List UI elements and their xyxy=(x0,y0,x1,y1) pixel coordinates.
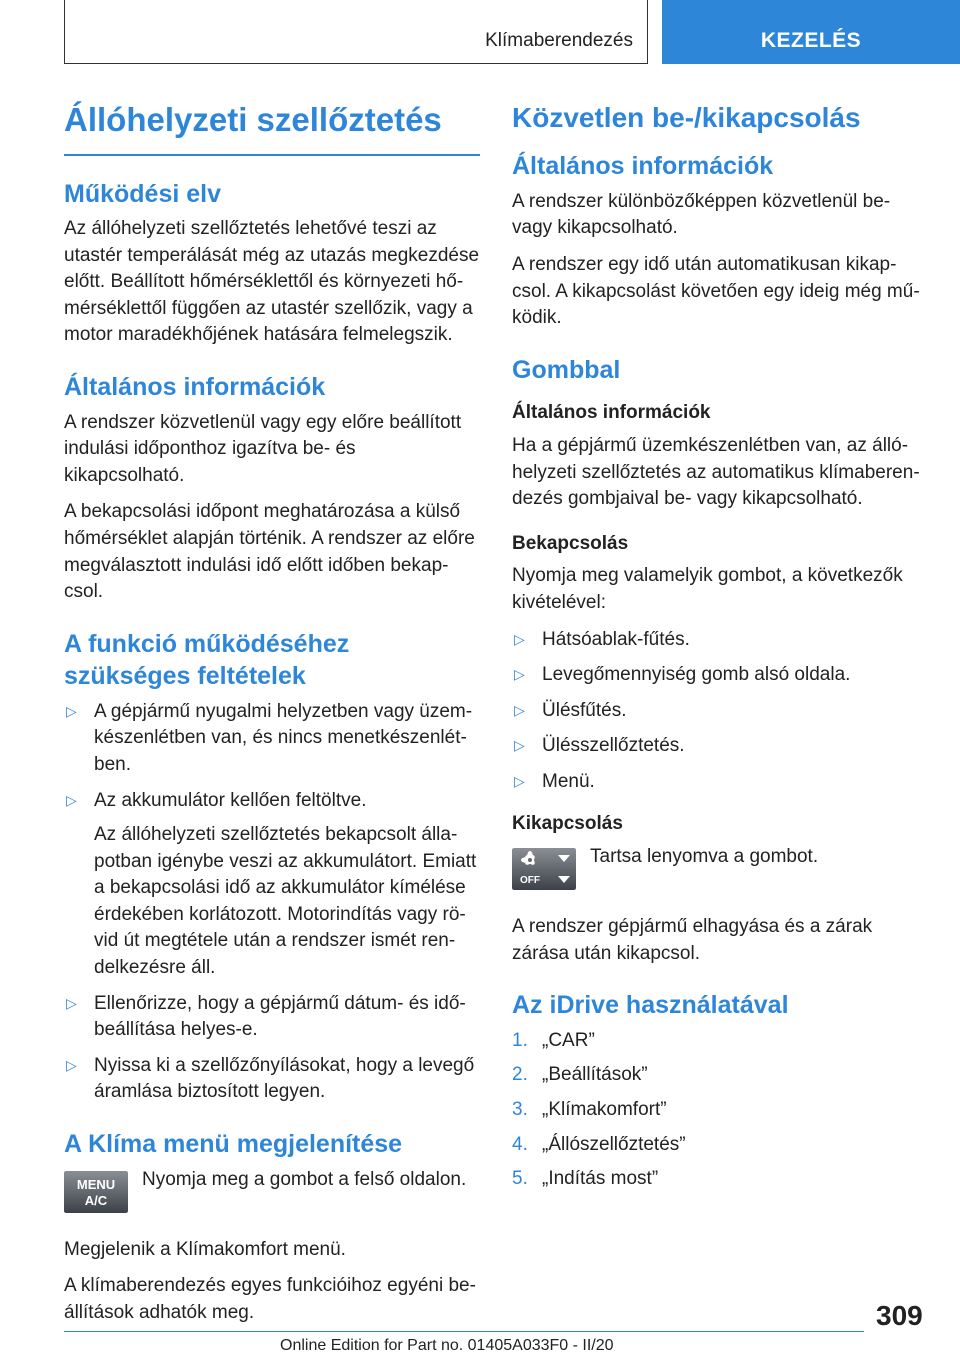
header-chapter-tab xyxy=(662,0,960,64)
header-frame xyxy=(64,0,648,64)
triangle-marker-icon: ▷ xyxy=(66,1056,77,1073)
title-rule xyxy=(64,154,480,156)
svg-text:A/C: A/C xyxy=(84,1192,108,1208)
paragraph: A bekapcsolási időpont meghatározása a külső hőmérséklet alapján történik. A rendszer az előre megválasztott indulási idő előtt időben bekapcsol. xyxy=(64,501,475,603)
menu-button-text: Nyomja meg a gombot a felső oldalon. xyxy=(142,1168,467,1190)
triangle-marker-icon: ▷ xyxy=(514,630,525,647)
paragraph: A rendszer gépjármű elhagyása és a zárak zárása után kikapcsol. xyxy=(512,916,873,964)
triangle-marker-icon: ▷ xyxy=(66,702,77,719)
paragraph: A klímaberendezés egyes funkcióihoz egyéni beállítások adhatók meg. xyxy=(64,1275,476,1323)
triangle-marker-icon: ▷ xyxy=(514,772,525,789)
paragraph: Megjelenik a Klímakomfort menü. xyxy=(64,1238,346,1260)
heading-gombbal: Gombbal xyxy=(512,355,621,384)
list-item: ▷ Nyissa ki a szellőzőnyílásokat, hogy a levegő áramlása biztosított legyen. xyxy=(66,1054,475,1103)
heading-altalanos-informaciok-2: Általános információk xyxy=(512,152,774,181)
subheading-kikapcsolas: Kikapcsolás xyxy=(512,813,623,835)
list-item: ▷ Hátsóablak-fűtés. xyxy=(514,628,690,650)
page-number: 309 xyxy=(876,1300,923,1331)
list-item: 2. „Beállítások” xyxy=(512,1064,648,1086)
right-column xyxy=(512,100,926,1201)
list-item: 5. „Indítás most” xyxy=(512,1168,659,1190)
list-item: ▷ Az akkumulátor kellően feltöltve. Az állóhelyzeti szellőztetés bekapcsolt állapotban igénybe veszi az akkumulátort. Emiatt a bekapcsolási idő az akkumulátor kímélése érdekében korlátozott. Motorindítás vagy rövid út megtétele után a rendszer ismét rendelkezésre áll. xyxy=(64,788,480,982)
exceptions-list xyxy=(512,627,926,796)
svg-text:OFF: OFF xyxy=(520,875,540,887)
list-item: ▷ Menü. xyxy=(514,770,595,792)
heading-feltetelek: A funkció működéséhez szükséges feltételek xyxy=(64,629,350,691)
left-column xyxy=(64,100,480,1336)
footer-rule xyxy=(64,1331,864,1332)
paragraph: A rendszer közvetlenül vagy egy előre beállított indulási időponthoz igazítva be- és kikapcsolható. xyxy=(64,411,462,486)
svg-text:MENU: MENU xyxy=(76,1176,116,1192)
heading-mukodesi-elv: Működési elv xyxy=(64,179,221,208)
menu-button-instruction xyxy=(64,1167,480,1227)
heading-klima-menu: A Klíma menü megjelenítése xyxy=(64,1130,403,1159)
heading-kozvetlen: Közvetlen be-/kikapcsolás xyxy=(512,102,861,133)
list-item: ▷ Levegőmennyiség gomb alsó oldala. xyxy=(514,664,851,686)
list-item: ▷ A gépjármű nyugalmi helyzetben vagy üzemkészenlétben van, és nincs menetkészenlétben. xyxy=(66,700,473,775)
page-title: Állóhelyzeti szellőztetés xyxy=(64,101,442,138)
list-item: 1. „CAR” xyxy=(512,1029,595,1051)
paragraph: Ha a gépjármű üzemkészenlétben van, az állóhelyzeti szellőztetés az automatikus klímaberendezés gombjaival be- vagy kikapcsolható. xyxy=(512,434,920,510)
paragraph: A rendszer egy idő után automatikusan kikapcsol. A kikapcsolást követően egy ideig még működik. xyxy=(512,254,920,329)
heading-altalanos-informaciok: Általános információk xyxy=(64,373,326,402)
idrive-steps xyxy=(512,1028,926,1193)
paragraph: Nyomja meg valamelyik gombot, a következők kivételével: xyxy=(512,565,903,613)
triangle-marker-icon: ▷ xyxy=(66,994,77,1011)
list-item: ▷ Ellenőrizze, hogy a gépjármű dátum- és időbeállítása helyes-e. xyxy=(66,992,466,1041)
list-item: ▷ Ülésszellőztetés. xyxy=(514,735,685,757)
subheading-altalanos: Általános információk xyxy=(512,402,711,424)
header-tab-label: KEZELÉS xyxy=(760,29,862,52)
off-button-text: Tartsa lenyomva a gombot. xyxy=(590,846,819,868)
triangle-marker-icon: ▷ xyxy=(514,701,525,718)
menu-ac-button-icon xyxy=(64,1171,128,1213)
triangle-marker-icon: ▷ xyxy=(66,791,77,808)
conditions-list xyxy=(64,699,480,1106)
paragraph: A rendszer különbözőképpen közvetlenül be- vagy kikapcsolható. xyxy=(512,190,891,239)
mukodesi-elv-text: Az állóhelyzeti szellőztetés lehetővé teszi az utastér temperálását még az utazás megkezdése előtt. Beállított hőmérséklettől és környezeti hőmérséklettől függően az utastér szellőzik, vagy a motor maradékhőjének hatására felmelegszik. xyxy=(64,218,480,346)
list-item: ▷ Ülésfűtés. xyxy=(514,699,627,721)
list-item: 4. „Állószellőztetés” xyxy=(512,1133,686,1155)
battery-note: Az állóhelyzeti szellőztetés bekapcsolt állapotban igénybe veszi az akkumulátort. Emiatt a bekapcsolási idő az akkumulátor kímélése érdekében korlátozott. Motorindítás vagy rövid út megtétele után a rendszer ismét rendelkezésre áll. xyxy=(94,824,477,979)
header-section-title: Klímaberendezés xyxy=(485,30,633,51)
heading-idrive: Az iDrive használatával xyxy=(512,991,789,1020)
triangle-marker-icon: ▷ xyxy=(514,666,525,683)
off-button-instruction xyxy=(512,844,926,904)
footer-edition: Online Edition for Part no. 01405A033F0 - II/20 xyxy=(280,1337,614,1354)
triangle-marker-icon: ▷ xyxy=(514,737,525,754)
fan-off-button-icon xyxy=(512,848,576,890)
subheading-bekapcsolas: Bekapcsolás xyxy=(512,532,629,554)
list-item: 3. „Klímakomfort” xyxy=(512,1098,667,1120)
